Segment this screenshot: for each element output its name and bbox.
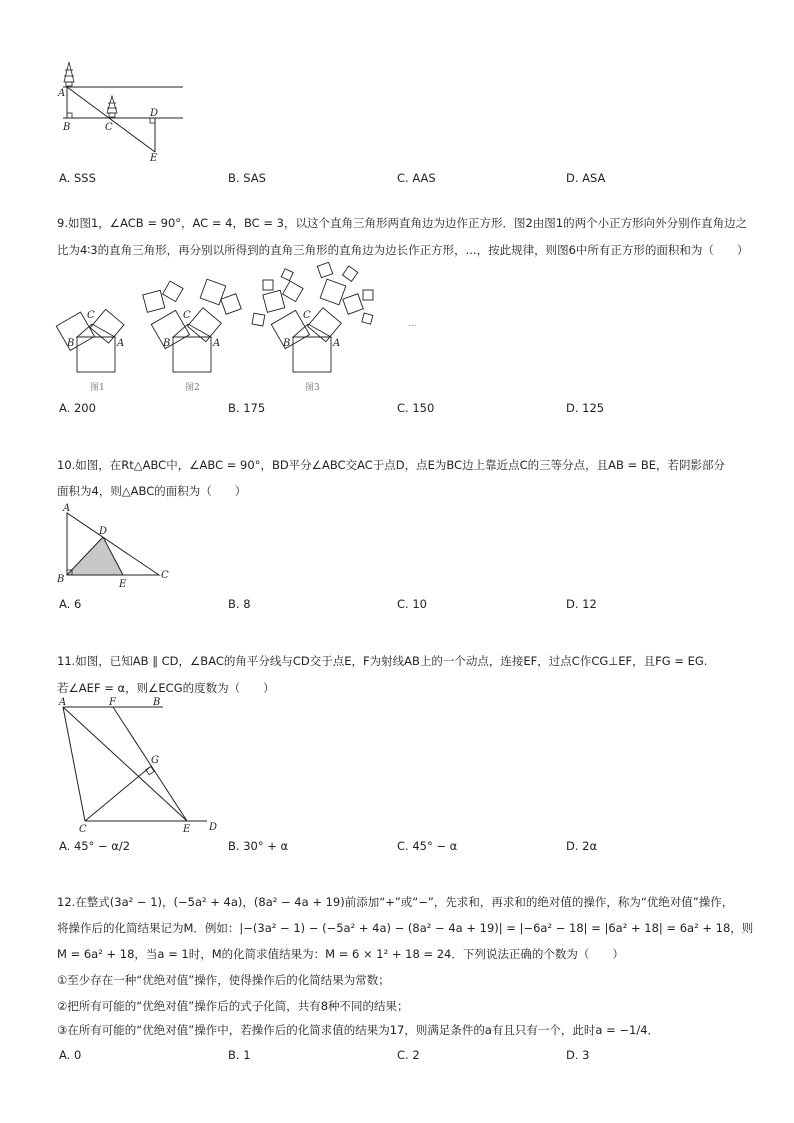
q10-label-d: D (99, 526, 108, 537)
q12-statement-1: ①至少存在一种“优绝对值”操作，使得操作后的化简结果为常数； (57, 973, 390, 987)
q9-stem-line-2: 比为4∶3的直角三角形，再分别以所得到的直角三角形的直角边为边长作正方形，...，按此规律，则图6中所有正方形的面积和为（ ） (57, 243, 749, 257)
q10-option-d[interactable]: D. 12 (566, 597, 597, 611)
q10-stem-line-1: 10.如图，在Rt△ABC中，∠ABC = 90°，BD平分∠ABC交AC于点D，点E为BC边上靠近点C的三等分点，且AB = BE，若阴影部分 (57, 458, 725, 472)
q8-label-e: E (150, 153, 158, 164)
q9-option-d[interactable]: D. 125 (566, 401, 605, 415)
q11-label-f: F (109, 697, 116, 708)
q9-caption-3: 图3 (305, 383, 320, 393)
q9-figures (55, 262, 435, 397)
q10-label-b: B (57, 574, 65, 585)
q10-option-c[interactable]: C. 10 (397, 597, 427, 611)
q12-statement-2: ②把所有可能的“优绝对值”操作后的式子化简，共有8种不同的结果； (57, 999, 409, 1013)
q12-option-c[interactable]: C. 2 (397, 1048, 420, 1062)
q9-fig2-label-a: A (213, 338, 221, 349)
q10-label-e: E (119, 579, 127, 590)
q8-option-d[interactable]: D. ASA (566, 171, 606, 185)
q11-option-a[interactable]: A. 45° − α/2 (59, 839, 131, 853)
q11-option-d[interactable]: D. 2α (566, 839, 598, 853)
q11-label-e: E (183, 824, 191, 835)
q11-option-c[interactable]: C. 45° − α (397, 839, 458, 853)
q10-figure (55, 500, 185, 592)
q9-option-a[interactable]: A. 200 (59, 401, 96, 415)
q9-ellipsis: ... (408, 319, 417, 329)
q9-caption-1: 图1 (90, 383, 105, 393)
tree-icon (64, 62, 74, 86)
q11-label-b: B (153, 697, 161, 708)
q9-fig3-label-a: A (333, 338, 341, 349)
q11-label-g: G (151, 755, 159, 766)
q9-fig1-label-b: B (67, 338, 75, 349)
q9-fig1-label-a: A (117, 338, 125, 349)
q10-option-b[interactable]: B. 8 (228, 597, 251, 611)
q9-fig3-label-b: B (283, 338, 291, 349)
q9-fig2-label-c: C (183, 310, 191, 321)
q10-option-a[interactable]: A. 6 (59, 597, 82, 611)
q9-option-c[interactable]: C. 150 (397, 401, 435, 415)
q11-figure (55, 697, 225, 837)
q8-option-b[interactable]: B. SAS (228, 171, 266, 185)
q12-option-a[interactable]: A. 0 (59, 1048, 82, 1062)
q9-caption-2: 图2 (185, 383, 200, 393)
q12-stem-line-1: 12.在整式(3a² − 1)，(−5a² + 4a)，(8a² − 4a + 19)前添加“+”或“−”，先求和，再求和的绝对值的操作，称为“优绝对值”操作， (57, 895, 734, 909)
q12-stem-line-2: 将操作后的化简结果记为M．例如：|−(3a² − 1) − (−5a² + 4a) − (8a² − 4a + 19)| = |−6a² − 18| = |6a² + 18| = 6a² + 18，则 (57, 921, 754, 935)
q8-figure (55, 60, 195, 165)
q10-stem-line-2: 面积为4，则△ABC的面积为（ ） (57, 484, 247, 498)
q12-stem-line-3: M = 6a² + 18，当a = 1时，M的化简求值结果为：M = 6 × 1² + 18 = 24．下列说法正确的个数为（ ） (57, 947, 624, 961)
tree-icon (107, 96, 117, 117)
q9-fig2-label-b: B (163, 338, 171, 349)
q8-label-b: B (63, 122, 71, 133)
q9-fig3-label-c: C (303, 310, 311, 321)
q8-label-d: D (150, 108, 159, 119)
q12-option-b[interactable]: B. 1 (228, 1048, 251, 1062)
q12-statement-3: ③在所有可能的“优绝对值”操作中，若操作后的化简求值的结果为17，则满足条件的a有且只有一个，此时a = −1/4． (57, 1023, 660, 1037)
q8-label-a: A (58, 88, 66, 99)
q10-label-c: C (161, 570, 169, 581)
q9-stem-line-1: 9.如图1，∠ACB = 90°，AC = 4，BC = 3，以这个直角三角形两直角边为边作正方形．图2由图1的两个小正方形向外分别作直角边之 (57, 216, 748, 230)
q11-option-b[interactable]: B. 30° + α (228, 839, 289, 853)
q10-label-a: A (63, 503, 71, 514)
q11-label-a: A (59, 697, 67, 708)
q12-option-d[interactable]: D. 3 (566, 1048, 590, 1062)
q8-option-c[interactable]: C. AAS (397, 171, 436, 185)
q8-option-a[interactable]: A. SSS (59, 171, 96, 185)
q11-label-c: C (79, 824, 87, 835)
q11-stem-line-2: 若∠AEF = α，则∠ECG的度数为（ ） (57, 681, 275, 695)
q9-fig1-label-c: C (87, 310, 95, 321)
q11-label-d: D (209, 822, 218, 833)
q8-label-c: C (105, 122, 113, 133)
q9-option-b[interactable]: B. 175 (228, 401, 266, 415)
q11-stem-line-1: 11.如图，已知AB ∥ CD，∠BAC的角平分线与CD交于点E，F为射线AB上的一个动点，连接EF，过点C作CG⊥EF，且FG = EG. (57, 654, 708, 668)
